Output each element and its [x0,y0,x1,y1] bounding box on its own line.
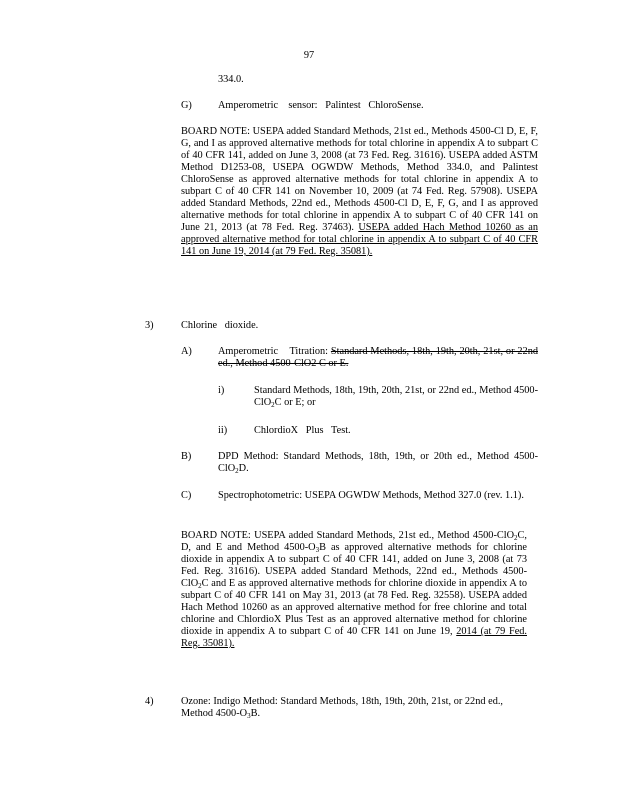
board-note2-text-b: C, D, and E and Method 4500-O [181,530,527,553]
item-g-text: Amperometric sensor: Palintest ChloroSense. [218,100,424,111]
item-b-subscript: 2 [235,467,239,475]
item-i-text-a: Standard Methods, 18th, 19th, 20th, 21st, or 22nd ed., Method 4500-ClO [254,385,538,408]
board-note-chlorine-dioxide [181,530,527,650]
board-note2-amendment: 2014 (at 79 Fed. Reg. 35081). [181,626,527,649]
item-c-text: Spectrophotometric: USEPA OGWDW Methods, Method 327.0 (rev. 1.1). [218,490,524,501]
item-i-text [254,385,538,409]
board-note2-text-c: B as approved alternative methods for chlorine dioxide in appendix A to subpart C of 40 CFR 141, added on June 3, 2008 (at 73 Fed. Reg. 31616). USEPA added Standard Methods, 22nd ed., Methods 4500-ClO [181,542,527,589]
item-a-deleted-text: Standard Methods, 18th, 19th, 20th, 21st, or 22nd ed., Method 4500-ClO2 C or E. [218,346,538,369]
item-4-marker: 4) [145,696,154,707]
item-g-marker: G) [181,100,192,111]
board-note-text: BOARD NOTE: USEPA added Standard Methods, 21st ed., Methods 4500-Cl D, E, F, G, and I as approved alternative methods for total chlorine in appendix A to subpart C of 40 CFR 141, added on June 3, 2008 (at 73 Fed. Reg. 31616). USEPA added ASTM Method D1253-08, USEPA OGWDW Methods, Method 334.0, and Palintest ChloroSense as approved alternative methods for total chlorine in appendix A to subpart C of 40 CFR 141 on November 10, 2009 (at 74 Fed. Reg. 57908). USEPA added Standard Methods, 22nd ed., Methods 4500-Cl D, E, F, G, and I as approved alternative methods for total chlorine in appendix A to subpart C of 40 CFR 141 on June 21, 2013 (at 78 Fed. Reg. 37463). [181,126,538,233]
item-a-marker: A) [181,346,192,357]
board-note-amendment: USEPA added Hach Method 10260 as an approved alternative method for total chlorine in appendix A to subpart C of 40 CFR 141 on June 19, 2014 (at 79 Fed. Reg. 35081). [181,222,538,257]
item-b-marker: B) [181,451,192,462]
item-b-text [218,451,538,475]
item-3-marker: 3) [145,320,154,331]
board-note2-text-a: BOARD NOTE: USEPA added Standard Methods, 21st ed., Method 4500-ClO [181,530,515,541]
item-4-text-a: Ozone: Indigo Method: Standard Methods, 18th, 19th, 20th, 21st, or 22nd ed., Method 4500-O [181,696,503,719]
item-4-subscript: 3 [247,712,251,720]
item-c-marker: C) [181,490,192,501]
item-4-text-b: B. [250,708,261,719]
board-note2-sub-c: 2 [198,582,202,590]
board-note2-sub-b: 3 [315,546,320,554]
item-4-text [181,696,503,720]
item-i-marker: i) [218,385,225,396]
page-number: 97 [303,50,315,61]
item-b-text-b: D. [238,463,249,474]
item-ii-marker: ii) [218,425,228,436]
item-i-subscript: 2 [271,401,275,409]
item-a-label: Amperometric Titration: [218,346,331,357]
item-ii-text: ChlordioX Plus Test. [254,425,351,436]
board-note2-sub-a: 2 [514,534,518,542]
item-3-title: Chlorine dioxide. [181,320,259,331]
item-i-text-b: C or E; or [274,397,316,408]
board-note2-text-d: C and E as approved alternative methods for chlorine dioxide in appendix A to subpart C of 40 CFR 141 on May 31, 2013 (at 78 Fed. Reg. 32558). USEPA added Hach Method 10260 as an approved alternative method for free chlorine and total chlorine and ChlordioX Plus Test as an approved alternative method for chlorine dioxide in appendix A to subpart C of 40 CFR 141 on June 19, [181,578,527,637]
item-a-text [218,346,538,370]
continued-line: 334.0. [218,74,244,85]
item-b-text-a: DPD Method: Standard Methods, 18th, 19th, or 20th ed., Method 4500-ClO [218,451,538,474]
board-note-total-chlorine [181,126,538,258]
